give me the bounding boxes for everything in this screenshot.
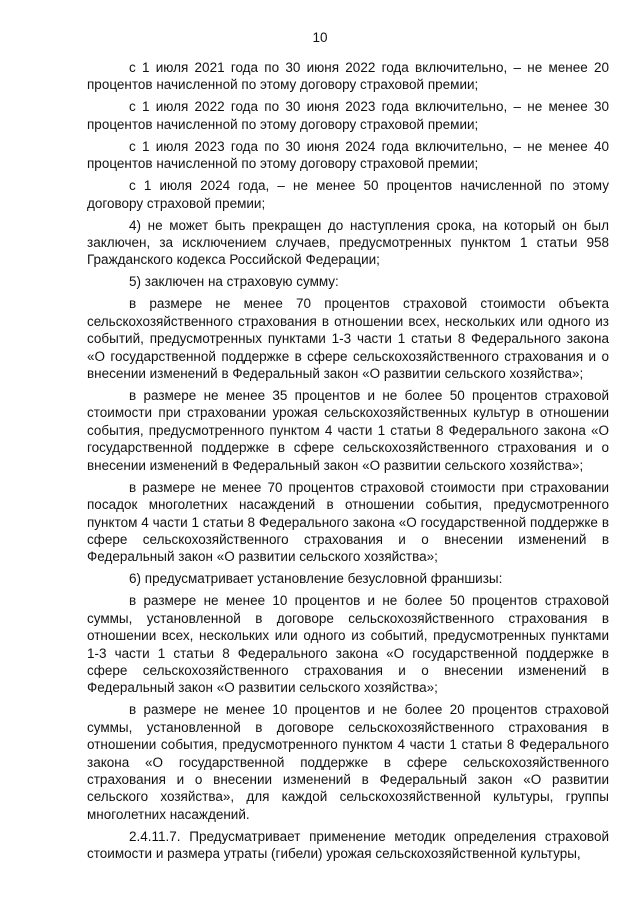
- paragraph-period-2024: с 1 июля 2024 года, – не менее 50 процентов начисленной по этому договору страховой премии;: [87, 178, 609, 211]
- paragraph-period-2022-2023: с 1 июля 2022 года по 30 июня 2023 года включительно, – не менее 30 процентов начисленной по этому договору страховой премии;: [87, 99, 609, 132]
- paragraph-sum-70-percent-perennials: в размере не менее 70 процентов страховой стоимости при страховании посадок многолетних насаждений в отношении события, предусмотренного пунктом 4 части 1 статьи 8 Федерального закона «О государственной поддержке в сфере сельскохозяйственного страхования и о внесении изменений в Федеральный закон «О развитии сельского хозяйства»;: [87, 479, 609, 565]
- paragraph-sum-70-percent: в размере не менее 70 процентов страховой стоимости объекта сельскохозяйственного страхования в отношении всех, нескольких или одного из событий, предусмотренных пунктами 1-3 части 1 статьи 8 Федерального закона «О государственной поддержке в сфере сельскохозяйственного страхования и о внесении изменений в Федеральный закон «О развитии сельского хозяйства»;: [87, 296, 609, 382]
- paragraph-franchise-10-50-percent: в размере не менее 10 процентов и не более 50 процентов страховой суммы, установленной в договоре сельскохозяйственного страхования в отношении всех, нескольких или одного из событий, предусмотренных пунктами 1-3 части 1 статьи 8 Федерального закона «О государственной поддержке в сфере сельскохозяйственного страхования и о внесении изменений в Федеральный закон «О развитии сельского хозяйства»;: [87, 593, 609, 696]
- document-body: [87, 59, 609, 867]
- paragraph-period-2021-2022: с 1 июля 2021 года по 30 июня 2022 года включительно, – не менее 20 процентов начисленной по этому договору страховой премии;: [87, 60, 609, 93]
- paragraph-item-5: 5) заключен на страховую сумму:: [129, 274, 339, 290]
- paragraph-period-2023-2024: с 1 июля 2023 года по 30 июня 2024 года включительно, – не менее 40 процентов начисленной по этому договору страховой премии;: [87, 138, 609, 172]
- paragraph-item-6: 6) предусматривает установление безусловной франшизы:: [129, 571, 503, 587]
- page-number: 10: [312, 30, 328, 45]
- paragraph-clause-2-4-11-7: 2.4.11.7. Предусматривает применение методик определения страховой стоимости и размера утраты (гибели) урожая сельскохозяйственной культуры,: [87, 828, 609, 862]
- paragraph-item-4: 4) не может быть прекращен до наступления срока, на который он был заключен, за исключением случаев, предусмотренных пунктом 1 статьи 958 Гражданского кодекса Российской Федерации;: [87, 217, 609, 268]
- paragraph-sum-35-50-percent: в размере не менее 35 процентов и не более 50 процентов страховой стоимости при страховании урожая сельскохозяйственных культур в отношении события, предусмотренного пунктом 4 части 1 статьи 8 Федерального закона «О государственной поддержке в сфере сельскохозяйственного страхования и о внесении изменений в Федеральный закон «О развитии сельского хозяйства»;: [87, 388, 609, 473]
- paragraph-franchise-10-20-percent: в размере не менее 10 процентов и не более 20 процентов страховой суммы, установленной в договоре сельскохозяйственного страхования в отношении события, предусмотренного пунктом 4 части 1 статьи 8 Федерального закона «О государственной поддержке в сфере сельскохозяйственного страхования и о внесении изменений в Федеральный закон «О развитии сельского хозяйства», для каждой сельскохозяйственной культуры, группы многолетних насаждений.: [87, 702, 609, 822]
